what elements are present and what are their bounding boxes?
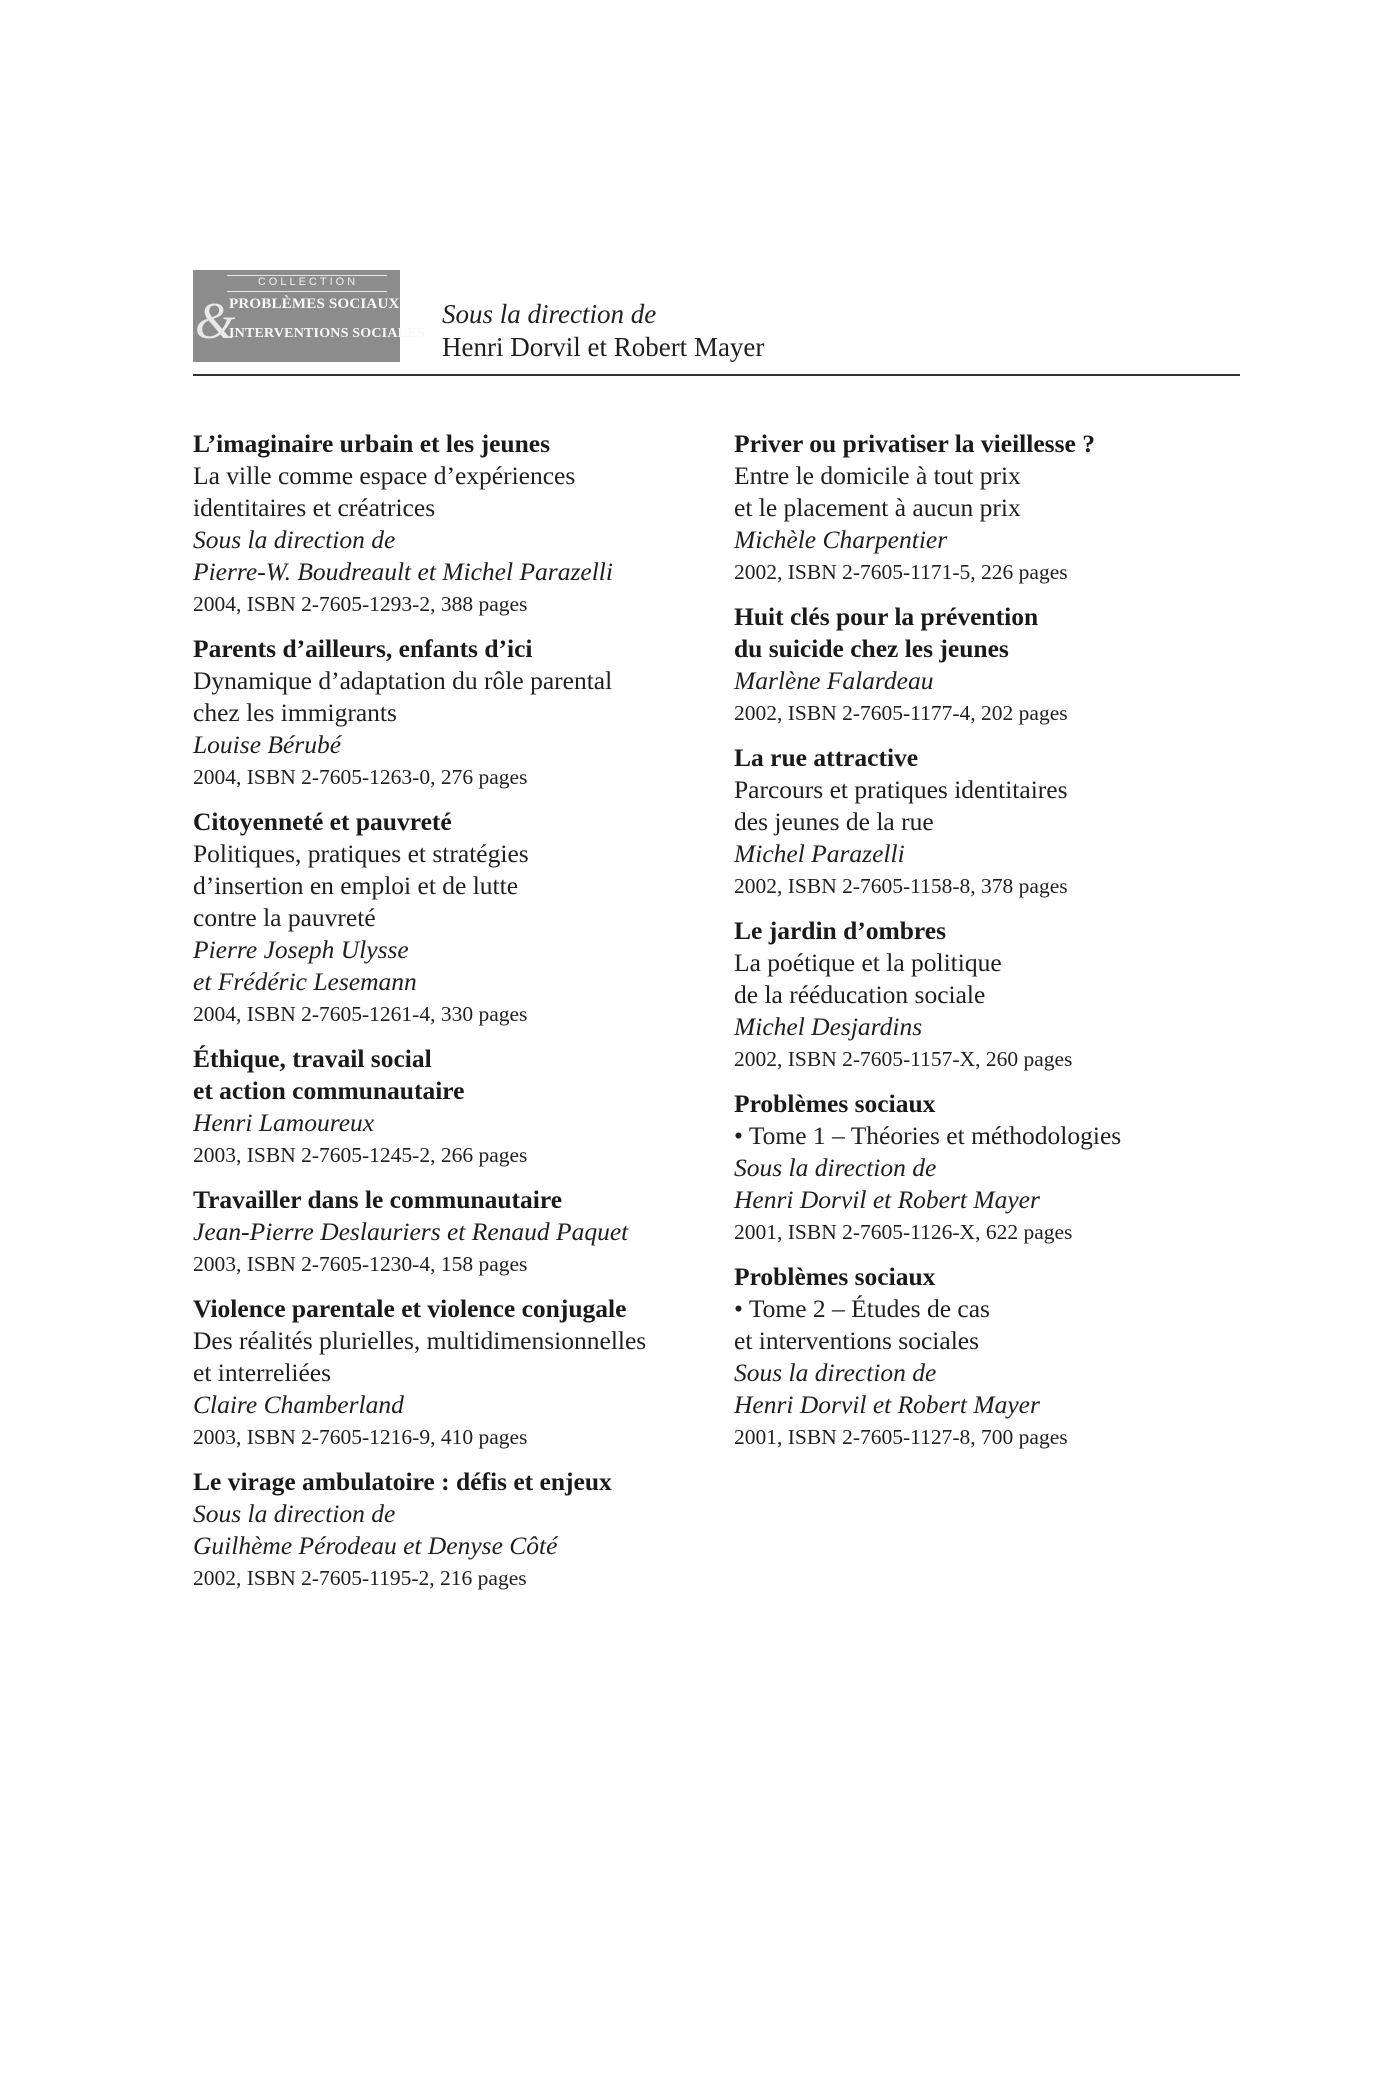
book-entry bbox=[734, 601, 1234, 729]
book-title: du suicide chez les jeunes bbox=[734, 634, 1009, 663]
book-subtitle: et interventions sociales bbox=[734, 1326, 980, 1355]
book-info: 2004, ISBN 2-7605-1261-4, 330 pages bbox=[193, 1002, 528, 1026]
book-subtitle: chez les immigrants bbox=[193, 698, 397, 727]
book-entry bbox=[193, 633, 723, 793]
book-title: Le jardin d’ombres bbox=[734, 916, 947, 945]
book-subtitle: La poétique et la politique bbox=[734, 948, 1002, 977]
book-title: Huit clés pour la prévention bbox=[734, 602, 1039, 631]
logo-line-1: PROBLÈMES SOCIAUX bbox=[229, 296, 400, 312]
book-title: L’imaginaire urbain et les jeunes bbox=[193, 429, 551, 458]
book-info: 2002, ISBN 2-7605-1171-5, 226 pages bbox=[734, 560, 1068, 584]
book-authors: Henri Dorvil et Robert Mayer bbox=[734, 1185, 1040, 1214]
book-authors: Claire Chamberland bbox=[193, 1390, 404, 1419]
book-info: 2001, ISBN 2-7605-1126-X, 622 pages bbox=[734, 1220, 1073, 1244]
book-subtitle: et le placement à aucun prix bbox=[734, 493, 1021, 522]
book-title: Citoyenneté et pauvreté bbox=[193, 807, 452, 836]
book-info: 2001, ISBN 2-7605-1127-8, 700 pages bbox=[734, 1425, 1068, 1449]
book-authors: Pierre-W. Boudreault et Michel Parazelli bbox=[193, 557, 613, 586]
direction-label: Sous la direction de bbox=[442, 299, 657, 329]
book-info: 2002, ISBN 2-7605-1158-8, 378 pages bbox=[734, 874, 1068, 898]
book-subtitle: et interreliées bbox=[193, 1358, 332, 1387]
book-authors: et Frédéric Lesemann bbox=[193, 967, 417, 996]
collection-logo bbox=[193, 270, 425, 362]
book-authors: Louise Bérubé bbox=[193, 730, 342, 759]
book-entry bbox=[734, 1088, 1234, 1248]
book-info: 2004, ISBN 2-7605-1263-0, 276 pages bbox=[193, 765, 528, 789]
book-authors: Sous la direction de bbox=[734, 1358, 937, 1387]
book-subtitle: Politiques, pratiques et stratégies bbox=[193, 839, 529, 868]
book-info: 2003, ISBN 2-7605-1245-2, 266 pages bbox=[193, 1143, 528, 1167]
book-subtitle: La ville comme espace d’expériences bbox=[193, 461, 576, 490]
book-authors: Michel Parazelli bbox=[734, 839, 905, 868]
book-subtitle: de la rééducation sociale bbox=[734, 980, 986, 1009]
book-title: Problèmes sociaux bbox=[734, 1089, 936, 1118]
book-authors: Henri Dorvil et Robert Mayer bbox=[734, 1390, 1040, 1419]
book-entry bbox=[734, 915, 1234, 1075]
book-info: 2002, ISBN 2-7605-1157-X, 260 pages bbox=[734, 1047, 1073, 1071]
book-info: 2004, ISBN 2-7605-1293-2, 388 pages bbox=[193, 592, 528, 616]
book-authors: Sous la direction de bbox=[193, 525, 396, 554]
book-entry bbox=[193, 1466, 723, 1594]
series-editors bbox=[442, 298, 764, 364]
book-subtitle: des jeunes de la rue bbox=[734, 807, 934, 836]
book-authors: Sous la direction de bbox=[734, 1153, 937, 1182]
book-authors: Guilhème Pérodeau et Denyse Côté bbox=[193, 1531, 558, 1560]
book-authors: Sous la direction de bbox=[193, 1499, 396, 1528]
logo-collection-label: COLLECTION bbox=[257, 276, 359, 288]
page-header bbox=[193, 270, 1240, 382]
book-title: Travailler dans le communautaire bbox=[193, 1185, 563, 1214]
book-subtitle: identitaires et créatrices bbox=[193, 493, 436, 522]
book-subtitle: • Tome 1 – Théories et méthodologies bbox=[734, 1121, 1122, 1150]
book-info: 2003, ISBN 2-7605-1230-4, 158 pages bbox=[193, 1252, 528, 1276]
book-subtitle: Des réalités plurielles, multidimensionnelles bbox=[193, 1326, 647, 1355]
book-entry bbox=[193, 806, 723, 1030]
book-subtitle: d’insertion en emploi et de lutte bbox=[193, 871, 519, 900]
logo-rule-top bbox=[227, 275, 387, 276]
right-column bbox=[734, 428, 1234, 1466]
book-authors: Michel Desjardins bbox=[734, 1012, 923, 1041]
book-entry bbox=[193, 1043, 723, 1171]
book-entry bbox=[734, 428, 1234, 588]
book-subtitle: Parcours et pratiques identitaires bbox=[734, 775, 1068, 804]
book-authors: Pierre Joseph Ulysse bbox=[193, 935, 409, 964]
book-entry bbox=[193, 1293, 723, 1453]
book-authors: Henri Lamoureux bbox=[193, 1108, 375, 1137]
book-info: 2003, ISBN 2-7605-1216-9, 410 pages bbox=[193, 1425, 528, 1449]
book-subtitle: contre la pauvreté bbox=[193, 903, 376, 932]
book-subtitle: Dynamique d’adaptation du rôle parental bbox=[193, 666, 613, 695]
book-title: et action communautaire bbox=[193, 1076, 465, 1105]
book-title: Violence parentale et violence conjugale bbox=[193, 1294, 627, 1323]
book-title: Parents d’ailleurs, enfants d’ici bbox=[193, 634, 533, 663]
book-info: 2002, ISBN 2-7605-1177-4, 202 pages bbox=[734, 701, 1068, 725]
book-authors: Michèle Charpentier bbox=[734, 525, 948, 554]
logo-line-2: INTERVENTIONS SOCIALES bbox=[229, 326, 425, 341]
logo-rule-bottom bbox=[227, 291, 387, 292]
logo-ampersand: & bbox=[195, 293, 236, 350]
book-info: 2002, ISBN 2-7605-1195-2, 216 pages bbox=[193, 1566, 527, 1590]
book-authors: Jean-Pierre Deslauriers et Renaud Paquet bbox=[193, 1217, 629, 1246]
left-column bbox=[193, 428, 723, 1607]
book-title: La rue attractive bbox=[734, 743, 919, 772]
book-title: Éthique, travail social bbox=[193, 1044, 432, 1073]
book-title: Le virage ambulatoire : défis et enjeux bbox=[193, 1467, 612, 1496]
book-entry bbox=[193, 428, 723, 620]
book-entry bbox=[734, 742, 1234, 902]
book-subtitle: • Tome 2 – Études de cas bbox=[734, 1294, 990, 1323]
book-authors: Marlène Falardeau bbox=[734, 666, 934, 695]
book-entry bbox=[193, 1184, 723, 1280]
header-divider bbox=[193, 374, 1240, 376]
book-entry bbox=[734, 1261, 1234, 1453]
book-subtitle: Entre le domicile à tout prix bbox=[734, 461, 1021, 490]
book-title: Priver ou privatiser la vieillesse ? bbox=[734, 429, 1095, 458]
book-title: Problèmes sociaux bbox=[734, 1262, 936, 1291]
direction-names: Henri Dorvil et Robert Mayer bbox=[442, 332, 765, 362]
